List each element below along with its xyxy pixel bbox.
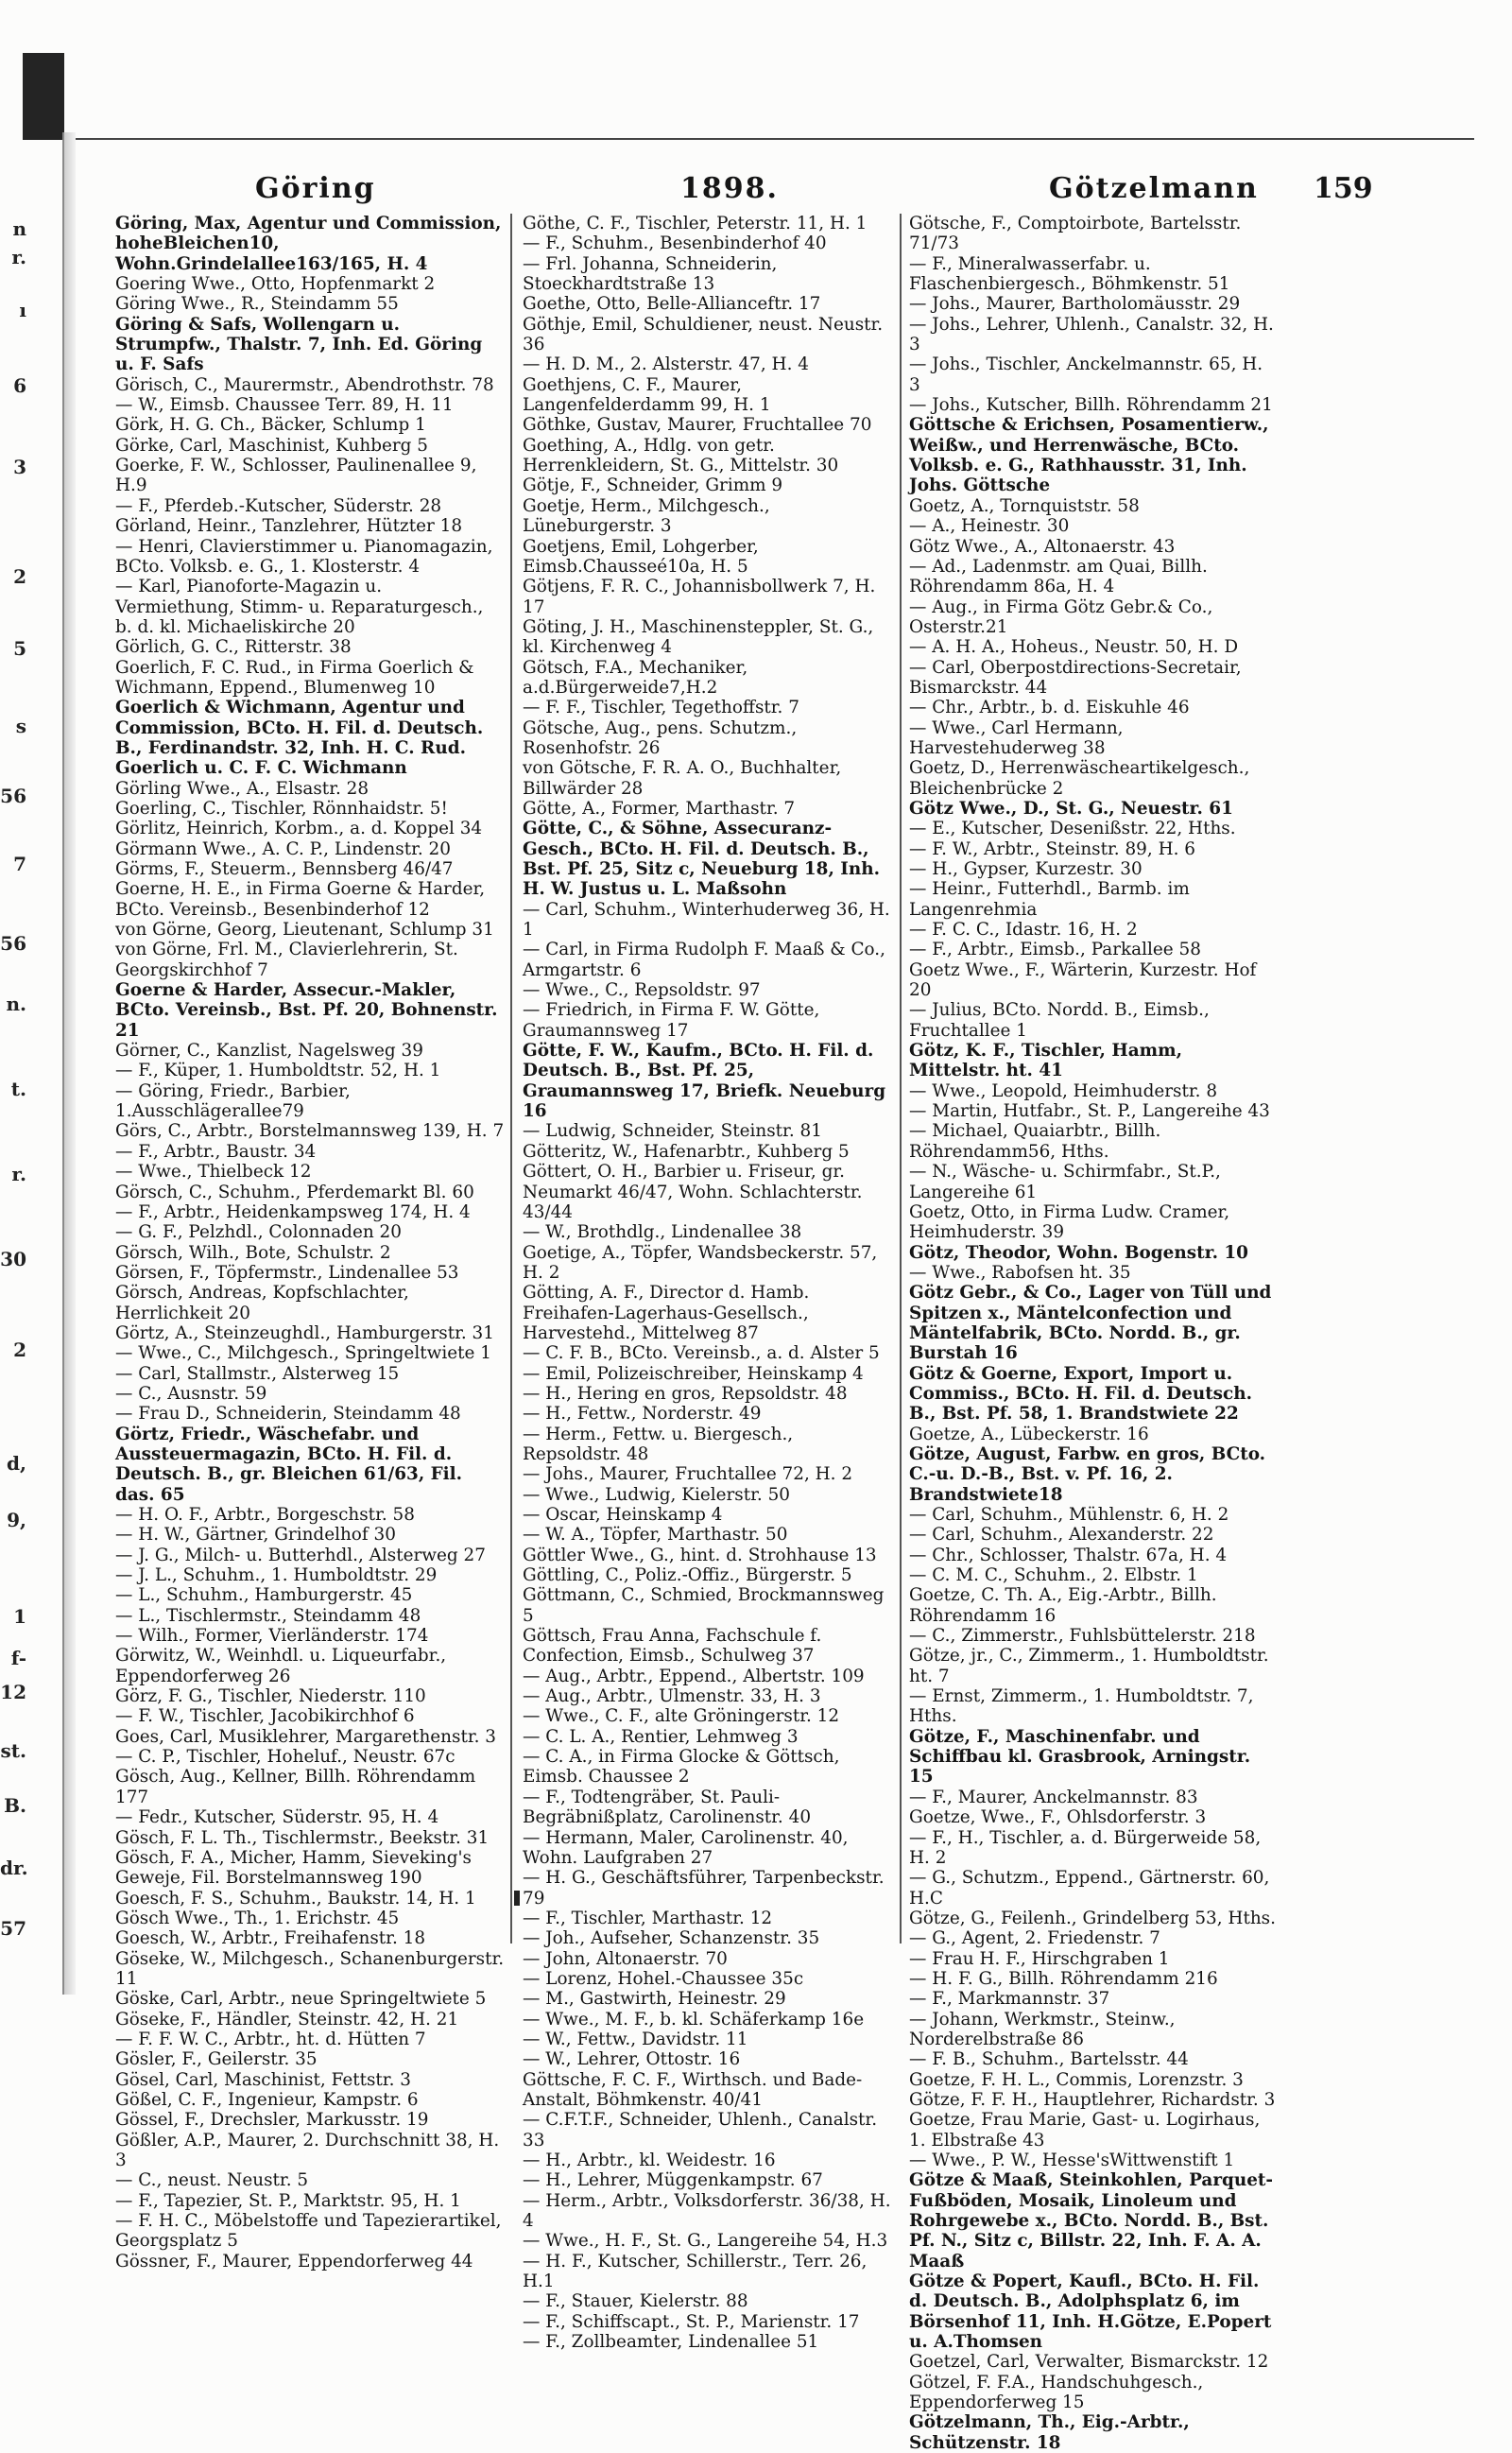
directory-entry: Gösel, Carl, Maschinist, Fettstr. 3 (115, 2069, 411, 2090)
directory-entry: Göthje, Emil, Schuldiener, neust. Neustr. 36 (523, 314, 884, 355)
page-number: 159 (1314, 172, 1373, 205)
directory-entry: Götz, Theodor, Wohn. Bogenstr. 10 (909, 1242, 1248, 1263)
directory-entry: Götze, G., Feilenh., Grindelberg 53, Hths. (909, 1908, 1276, 1928)
directory-entry: Götte, C., & Söhne, Assecuranz-Gesch., BCto. H. Fil. d. Deutsch. B., Bst. Pf. 25, Sitz c, Neueburg 18, Inh. H. W. Justus u. L. Maßsohn (523, 819, 881, 900)
page-gutter (64, 132, 76, 1995)
directory-entry: — H. O. F., Arbtr., Borgeschstr. 58 (115, 1505, 415, 1525)
directory-entry: — G., Schutzm., Eppend., Gärtnerstr. 60, H.C (909, 1868, 1270, 1909)
directory-entry: Gößel, C. F., Ingenieur, Kampstr. 6 (115, 2089, 419, 2110)
directory-entry: — Wwe., C., Milchgesch., Springeltwiete 1 (115, 1343, 491, 1364)
directory-entry: — H. F. G., Billh. Röhrendamm 216 (909, 1968, 1218, 1989)
directory-entry: Goetz Wwe., F., Wärterin, Kurzestr. Hof 20 (909, 959, 1257, 1001)
directory-entry: Görk, H. G. Ch., Bäcker, Schlump 1 (115, 415, 426, 436)
directory-entry: — C. P., Tischler, Hoheluf., Neustr. 67c (115, 1747, 455, 1768)
directory-entry: — C., neust. Neustr. 5 (115, 2170, 309, 2191)
directory-entry: — Carl, Schuhm., Winterhuderweg 36, H. 1 (523, 899, 890, 941)
directory-entry: Görsch, Wilh., Bote, Schulstr. 2 (115, 1242, 391, 1263)
directory-entry: — Joh., Aufseher, Schanzenstr. 35 (523, 1928, 820, 1949)
directory-entry: — Henri, Clavierstimmer u. Pianomagazin, BCto. Volksb. e. G., 1. Klosterstr. 4 (115, 536, 493, 577)
directory-entry: Goetze, Wwe., F., Ohlsdorferstr. 3 (909, 1807, 1207, 1828)
directory-entry: — F., Zollbeamter, Lindenallee 51 (523, 2332, 819, 2353)
directory-entry: — C. F. B., BCto. Vereinsb., a. d. Alster 5 (523, 1343, 880, 1364)
directory-entry: Görlitz, Heinrich, Korbm., a. d. Koppel 34 (115, 819, 483, 839)
directory-entry: — Wwe., Rabofsen ht. 35 (909, 1262, 1131, 1283)
directory-entry: — Wwe., P. W., Hesse'sWittwenstift 1 (909, 2151, 1235, 2170)
directory-entry: — F. F., Tischler, Tegethoffstr. 7 (523, 698, 799, 718)
directory-entry: Goering Wwe., Otto, Hopfenmarkt 2 (115, 274, 436, 295)
directory-entry: Görke, Carl, Maschinist, Kuhberg 5 (115, 435, 428, 456)
directory-entry: — Wwe., Carl Hermann, Harvestehuderweg 38 (909, 717, 1124, 758)
directory-entry: Götz Wwe., A., Altonaerstr. 43 (909, 536, 1176, 557)
directory-entry: Görs, C., Arbtr., Borstelmannsweg 139, H. 7 (115, 1121, 505, 1142)
binding-text-fragment: d, (7, 1452, 26, 1475)
directory-entry: Görsch, Andreas, Kopfschlachter, Herrlichkeit 20 (115, 1283, 409, 1323)
directory-entry: — F. F. W. C., Arbtr., ht. d. Hütten 7 (115, 2029, 426, 2049)
directory-entry: — F., Markmannstr. 37 (909, 1989, 1110, 2010)
directory-entry: — H., Lehrer, Müggenkampstr. 67 (523, 2170, 823, 2191)
directory-entry: — Johann, Werkmstr., Steinw., Norderelbstraße 86 (909, 2009, 1176, 2049)
directory-entry: — Chr., Schlosser, Thalstr. 67a, H. 4 (909, 1545, 1228, 1565)
directory-entry: — Wilh., Former, Vierländerstr. 174 (115, 1626, 429, 1647)
directory-entry: Gösch Wwe., Th., 1. Erichstr. 45 (115, 1908, 400, 1928)
directory-entry: — Johs., Tischler, Anckelmannstr. 65, H. 3 (909, 354, 1263, 395)
column-rule-1 (510, 214, 512, 1943)
directory-entry: — F. C. C., Idastr. 16, H. 2 (909, 920, 1138, 941)
directory-entry: — C., Ausnstr. 59 (115, 1383, 267, 1404)
directory-entry: Görsch, C., Schuhm., Pferdemarkt Bl. 60 (115, 1182, 474, 1202)
directory-entry: — Karl, Pianoforte-Magazin u. Vermiethung, Stimm- u. Reparaturgesch., b. d. kl. Michaeliskirche 20 (115, 577, 484, 637)
directory-entry: — Michael, Quaiarbtr., Billh. Röhrendamm56, Hths. (909, 1121, 1161, 1162)
binding-text-fragment: n (12, 217, 26, 240)
directory-entry: Görtz, Friedr., Wäschefabr. und Aussteuermagazin, BCto. H. Fil. d. Deutsch. B., gr. Bleichen 61/63, Fil. das. 65 (115, 1424, 463, 1505)
directory-entry: Götte, F. W., Kaufm., BCto. H. Fil. d. Deutsch. B., Bst. Pf. 25, Graumannsweg 17, Briefk. Neueburg 16 (523, 1041, 886, 1122)
directory-entry: — H., Arbtr., kl. Weidestr. 16 (523, 2151, 776, 2170)
directory-entry: Götz & Goerne, Export, Import u. Commiss., BCto. H. Fil. d. Deutsch. B., Bst. Pf. 58, 1. Brandstwiete 22 (909, 1363, 1253, 1425)
binding-text-fragment: ı (19, 299, 26, 321)
directory-entry: — Fedr., Kutscher, Süderstr. 95, H. 4 (115, 1807, 439, 1828)
directory-entry: — C.F.T.F., Schneider, Uhlenh., Canalstr. 33 (523, 2110, 878, 2151)
directory-entry: — Carl, in Firma Rudolph F. Maaß & Co., Armgartstr. 6 (523, 940, 885, 980)
directory-entry: Goetzel, Carl, Verwalter, Bismarckstr. 12 (909, 2352, 1269, 2373)
directory-entry: — F. W., Arbtr., Steinstr. 89, H. 6 (909, 838, 1196, 859)
directory-entry: — Wwe., C., Repsoldstr. 97 (523, 980, 761, 1001)
directory-entry: Göttmann, C., Schmied, Brockmannsweg 5 (523, 1585, 885, 1626)
directory-entry: — H., Gypser, Kurzestr. 30 (909, 859, 1143, 879)
directory-entry: — C., Zimmerstr., Fuhlsbüttelerstr. 218 (909, 1626, 1256, 1647)
directory-entry: Göttsch, Frau Anna, Fachschule f. Confection, Eimsb., Schulweg 37 (523, 1626, 822, 1667)
directory-entry: von Görne, Frl. M., Clavierlehrerin, St. Georgskirchhof 7 (115, 940, 458, 980)
binding-black-bar (23, 53, 64, 140)
directory-entry: Götzelmann, Th., Eig.-Arbtr., Schützenstr. 18 (909, 2412, 1190, 2453)
directory-entry: — F., Schuhm., Besenbinderhof 40 (523, 233, 827, 254)
directory-entry: — C. A., in Firma Glocke & Göttsch, Eimsb. Chaussee 2 (523, 1747, 840, 1788)
directory-entry: Goes, Carl, Musiklehrer, Margarethenstr. 3 (115, 1726, 497, 1747)
directory-entry: Goetz, Otto, in Firma Ludw. Cramer, Heimhuderstr. 39 (909, 1201, 1230, 1243)
directory-entry: Göring, Max, Agentur und Commission, hoheBleichen10, Wohn.Grindelallee163/165, H. 4 (115, 214, 502, 274)
directory-column-2 (523, 214, 893, 2352)
directory-column-1 (115, 214, 505, 2272)
directory-entry: — Johs., Maurer, Bartholomäusstr. 29 (909, 294, 1241, 315)
directory-entry: Görms, F., Steuerm., Bennsberg 46/47 (115, 859, 454, 879)
directory-entry: — Carl, Oberpostdirections-Secretair, Bismarckstr. 44 (909, 657, 1242, 698)
directory-entry: — Carl, Stallmstr., Alsterweg 15 (115, 1363, 400, 1384)
directory-entry: — F. H. C., Möbelstoffe und Tapezierartikel, Georgsplatz 5 (115, 2211, 502, 2252)
directory-entry: Goetz, A., Tornquiststr. 58 (909, 495, 1140, 516)
directory-entry: Görisch, C., Maurermstr., Abendrothstr. 78 (115, 374, 494, 395)
directory-entry: Göttsche, F. C. F., Wirthsch. und Bade-Anstalt, Böhmkenstr. 40/41 (523, 2069, 863, 2110)
directory-entry: — Lorenz, Hohel.-Chaussee 35c (523, 1968, 804, 1989)
directory-entry: — A. H. A., Hoheus., Neustr. 50, H. D (909, 637, 1239, 658)
directory-entry: Götz, K. F., Tischler, Hamm, Mittelstr. ht. 41 (909, 1041, 1182, 1081)
directory-entry: — Frau H. F., Hirschgraben 1 (909, 1948, 1170, 1969)
directory-entry: Götje, F., Schneider, Grimm 9 (523, 475, 783, 496)
directory-entry: Gössel, F., Drechsler, Markusstr. 19 (115, 2110, 429, 2131)
column-rule-2 (900, 214, 902, 1943)
directory-entry: — J. G., Milch- u. Butterhdl., Alsterweg 27 (115, 1545, 486, 1565)
directory-entry: Goerke, F. W., Schlosser, Paulinenallee 9, H.9 (115, 456, 477, 496)
directory-entry: Göttler Wwe., G., hint. d. Strohhause 13 (523, 1545, 877, 1565)
directory-entry: — F., Küper, 1. Humboldtstr. 52, H. 1 (115, 1061, 441, 1081)
directory-entry: — Ludwig, Schneider, Steinstr. 81 (523, 1121, 822, 1142)
header-right-word: Götzelmann (1049, 172, 1259, 205)
directory-entry: Götsch, F.A., Mechaniker, a.d.Bürgerweide7,H.2 (523, 657, 748, 698)
binding-text-fragment: 56 (0, 785, 26, 807)
directory-entry: Goesch, W., Arbtr., Freihafenstr. 18 (115, 1928, 426, 1949)
directory-column-3 (909, 214, 1278, 2453)
directory-entry: Göring & Safs, Wollengarn u. Strumpfw., Thalstr. 7, Inh. Ed. Göring u. F. Safs (115, 314, 483, 375)
directory-entry: — A., Heinestr. 30 (909, 516, 1070, 537)
directory-entry: — F., H., Tischler, a. d. Bürgerweide 58, H. 2 (909, 1827, 1262, 1868)
directory-entry: Goetjens, Emil, Lohgerber, Eimsb.Chausseé10a, H. 5 (523, 536, 759, 577)
directory-entry: — Hermann, Maler, Carolinenstr. 40, Wohn. Laufgraben 27 (523, 1827, 849, 1868)
directory-entry: Göseke, F., Händler, Steinstr. 42, H. 21 (115, 2009, 459, 2030)
directory-entry: — F., Mineralwasserfabr. u. Flaschenbiergesch., Böhmkenstr. 51 (909, 253, 1230, 295)
directory-entry: Göthke, Gustav, Maurer, Fruchtallee 70 (523, 415, 872, 436)
directory-entry: Görsen, F., Töpfermstr., Lindenallee 53 (115, 1262, 459, 1283)
binding-text-fragment: 12 (0, 1681, 26, 1703)
directory-entry: — Ad., Ladenmstr. am Quai, Billh. Röhrendamm 86a, H. 4 (909, 556, 1208, 597)
directory-entry: Götzel, F. F.A., Handschuhgesch., Eppendorferweg 15 (909, 2372, 1204, 2413)
directory-entry: — Oscar, Heinskamp 4 (523, 1505, 723, 1525)
directory-entry: Goerne, H. E., in Firma Goerne & Harder, BCto. Vereinsb., Besenbinderhof 12 (115, 879, 486, 920)
directory-entry: — L., Schuhm., Hamburgerstr. 45 (115, 1585, 413, 1606)
directory-entry: Götjens, F. R. C., Johannisbollwerk 7, H. 17 (523, 577, 876, 617)
directory-entry: — Julius, BCto. Nordd. B., Eimsb., Fruchtallee 1 (909, 1000, 1210, 1041)
binding-text-fragment: 57 (0, 1917, 26, 1940)
binding-text-fragment: 7 (13, 853, 26, 875)
directory-entry: Goerling, C., Tischler, Rönnhaidstr. 5! (115, 798, 448, 819)
directory-entry: Goetige, A., Töpfer, Wandsbeckerstr. 57, H. 2 (523, 1242, 878, 1283)
binding-text-fragment: 9, (7, 1509, 26, 1531)
directory-entry: — Johs., Lehrer, Uhlenh., Canalstr. 32, H. 3 (909, 314, 1274, 355)
directory-entry: — N., Wäsche- u. Schirmfabr., St.P., Langereihe 61 (909, 1162, 1221, 1202)
directory-entry: Goething, A., Hdlg. von getr. Herrenkleidern, St. G., Mittelstr. 30 (523, 435, 839, 476)
directory-entry: Götze, F., Maschinenfabr. und Schiffbau kl. Grasbrook, Arningstr. 15 (909, 1726, 1251, 1788)
directory-entry: — Aug., Arbtr., Ulmenstr. 33, H. 3 (523, 1686, 821, 1707)
directory-entry: — F., Arbtr., Eimsb., Parkallee 58 (909, 940, 1201, 960)
directory-entry: — Wwe., Thielbeck 12 (115, 1162, 312, 1183)
directory-entry: — C. M. C., Schuhm., 2. Elbstr. 1 (909, 1565, 1198, 1586)
directory-entry: Gösch, F. L. Th., Tischlermstr., Beekstr. 31 (115, 1827, 490, 1848)
directory-entry: Göttert, O. H., Barbier u. Friseur, gr. Neumarkt 46/47, Wohn. Schlachterstr. 43/44 (523, 1162, 863, 1222)
directory-entry: — M., Gastwirth, Heinestr. 29 (523, 1989, 786, 2010)
binding-text-fragment: f- (10, 1647, 26, 1669)
directory-entry: Götz Wwe., D., St. G., Neuestr. 61 (909, 798, 1233, 819)
directory-entry: — F., Stauer, Kielerstr. 88 (523, 2291, 748, 2312)
directory-entry: Goethe, Otto, Belle-Allianceftr. 17 (523, 294, 821, 315)
directory-entry: — F., Tischler, Marthastr. 12 (523, 1908, 773, 1928)
directory-entry: — Aug., Arbtr., Eppend., Albertstr. 109 (523, 1666, 865, 1686)
directory-entry: — Frau D., Schneiderin, Steindamm 48 (115, 1404, 461, 1425)
directory-entry: — Wwe., C. F., alte Gröningerstr. 12 (523, 1706, 840, 1727)
running-header (94, 172, 1373, 210)
directory-entry: — Heinr., Futterhdl., Barmb. im Langenrehmia (909, 879, 1190, 920)
directory-entry: Görwitz, W., Weinhdl. u. Liqueurfabr., Eppendorferweg 26 (115, 1646, 447, 1686)
directory-entry: Gößler, A.P., Maurer, 2. Durchschnitt 38, H. 3 (115, 2130, 500, 2170)
directory-entry: Götting, A. F., Director d. Hamb. Freihafen-Lagerhaus-Gesellsch., Harvestehd., Mittelweg 87 (523, 1283, 810, 1343)
directory-entry: — F., Arbtr., Baustr. 34 (115, 1141, 317, 1162)
directory-entry: — Johs., Maurer, Fruchtallee 72, H. 2 (523, 1464, 853, 1485)
directory-entry: Goerlich, F. C. Rud., in Firma Goerlich & Wichmann, Eppend., Blumenweg 10 (115, 657, 474, 698)
directory-entry: — H., Hering en gros, Repsoldstr. 48 (523, 1383, 848, 1404)
directory-entry: Göring Wwe., R., Steindamm 55 (115, 294, 399, 315)
directory-entry: — Herm., Arbtr., Volksdorferstr. 36/38, H. 4 (523, 2190, 891, 2232)
binding-text-fragment: 30 (0, 1248, 26, 1270)
directory-entry: — W., Lehrer, Ottostr. 16 (523, 2049, 741, 2070)
directory-entry: Göthe, C. F., Tischler, Peterstr. 11, H. 1 (523, 214, 868, 233)
binding-text-fragment: n. (6, 993, 26, 1015)
directory-entry: — F., Arbtr., Heidenkampsweg 174, H. 4 (115, 1201, 471, 1222)
binding-text-fragment: 1 (13, 1605, 26, 1628)
binding-text-fragment: r. (11, 246, 26, 268)
directory-entry: Gösch, F. A., Micher, Hamm, Sieveking's Geweje, Fil. Borstelmannsweg 190 (115, 1847, 472, 1889)
directory-entry: Görz, F. G., Tischler, Niederstr. 110 (115, 1686, 426, 1707)
directory-entry: Götte, A., Former, Marthastr. 7 (523, 798, 796, 819)
directory-entry: Götze, F. F. H., Hauptlehrer, Richardstr. 3 (909, 2089, 1276, 2110)
directory-entry: — Wwe., Leopold, Heimhuderstr. 8 (909, 1080, 1218, 1101)
binding-text-fragment: 2 (13, 565, 26, 588)
directory-entry: — Ernst, Zimmerm., 1. Humboldtstr. 7, Hths. (909, 1686, 1254, 1727)
directory-entry: Götteritz, W., Hafenarbtr., Kuhberg 5 (523, 1141, 850, 1162)
directory-entry: Görner, C., Kanzlist, Nagelsweg 39 (115, 1041, 423, 1062)
directory-entry: Götze & Popert, Kaufl., BCto. H. Fil. d. Deutsch. B., Adolphsplatz 6, im Börsenhof 11, Inh. H.Götze, E.Popert u. A.Thomsen (909, 2272, 1272, 2353)
directory-entry: Götsche, F., Comptoirbote, Bartelsstr. 71/73 (909, 214, 1242, 254)
directory-entry: Goethjens, C. F., Maurer, Langenfelderdamm 99, H. 1 (523, 374, 771, 416)
directory-entry: Gösch, Aug., Kellner, Billh. Röhrendamm 177 (115, 1767, 476, 1807)
directory-entry: — W., Eimsb. Chaussee Terr. 89, H. 11 (115, 395, 454, 416)
binding-text-fragment: s (15, 715, 26, 737)
directory-entry: — F., Maurer, Anckelmannstr. 83 (909, 1787, 1198, 1807)
directory-entry: Götze & Maaß, Steinkohlen, Parquet-Fußböden, Mosaik, Linoleum und Rohrgewebe x., BCto. Nordd. B., Bst. Pf. N., Sitz c, Billstr. 22, Inh. F. A. A. Maaß (909, 2170, 1274, 2272)
directory-entry: von Görne, Georg, Lieutenant, Schlump 31 (115, 920, 494, 941)
directory-entry: Goerne & Harder, Assecur.-Makler, BCto. Vereinsb., Bst. Pf. 20, Bohnenstr. 21 (115, 980, 498, 1041)
directory-entry: — C. L. A., Rentier, Lehmweg 3 (523, 1726, 799, 1747)
directory-entry: Görmann Wwe., A. C. P., Lindenstr. 20 (115, 838, 451, 859)
directory-entry: — Johs., Kutscher, Billh. Röhrendamm 21 (909, 395, 1273, 416)
directory-entry: Görtz, A., Steinzeughdl., Hamburgerstr. 31 (115, 1322, 494, 1343)
directory-entry: — John, Altonaerstr. 70 (523, 1948, 728, 1969)
directory-entry: — Aug., in Firma Götz Gebr.& Co., Osterstr.21 (909, 596, 1213, 637)
directory-entry: — W. A., Töpfer, Marthastr. 50 (523, 1525, 788, 1546)
binding-text-fragment: r. (11, 1163, 26, 1185)
directory-entry: Göttsche & Erichsen, Posamentierw., Weißw., und Herrenwäsche, BCto. Volksb. e. G., Rathhausstr. 31, Inh. Johs. Göttsche (909, 415, 1269, 496)
directory-entry: — F., Todtengräber, St. Pauli-Begräbnißplatz, Carolinenstr. 40 (523, 1787, 812, 1828)
directory-entry: — E., Kutscher, Desenißstr. 22, Hths. (909, 819, 1236, 839)
binding-text-fragment: 3 (13, 456, 26, 478)
page-top-line (76, 138, 1474, 140)
directory-entry: — H. F., Kutscher, Schillerstr., Terr. 26, H.1 (523, 2251, 868, 2292)
binding-text-fragment: dr. (0, 1857, 28, 1879)
directory-entry: Goetze, Frau Marie, Gast- u. Logirhaus, 1. Elbstraße 43 (909, 2110, 1261, 2151)
directory-entry: — Wwe., H. F., St. G., Langereihe 54, H.3 (523, 2231, 888, 2252)
directory-entry: — Göring, Friedr., Barbier, 1.Ausschlägerallee79 (115, 1080, 351, 1122)
binding-text-fragment: 5 (13, 637, 26, 660)
directory-entry: — Wwe., M. F., b. kl. Schäferkamp 16e (523, 2009, 865, 2030)
directory-entry: — Wwe., Ludwig, Kielerstr. 50 (523, 1484, 790, 1505)
directory-entry: — F., Schiffscapt., St. P., Marienstr. 17 (523, 2311, 860, 2332)
directory-entry: Görlich, G. C., Ritterstr. 38 (115, 637, 352, 658)
directory-entry: Gössner, F., Maurer, Eppendorferweg 44 (115, 2251, 473, 2272)
directory-entry: Götze, August, Farbw. en gros, BCto. C.-u. D.-B., Bst. v. Pf. 16, 2. Brandstwiete18 (909, 1443, 1266, 1505)
directory-entry: Göting, J. H., Maschinensteppler, St. G., kl. Kirchenweg 4 (523, 616, 874, 658)
directory-entry: — H. D. M., 2. Alsterstr. 47, H. 4 (523, 354, 809, 375)
binding-text-fragment: t. (10, 1078, 26, 1100)
directory-entry: Goetje, Herm., Milchgesch., Lüneburgerstr. 3 (523, 495, 770, 537)
print-fleck (514, 1891, 520, 1906)
directory-entry: — Carl, Schuhm., Alexanderstr. 22 (909, 1525, 1214, 1546)
directory-entry: — G. F., Pelzhdl., Colonnaden 20 (115, 1222, 402, 1243)
binding-text-fragment: B. (4, 1794, 26, 1817)
directory-entry: — Friedrich, in Firma F. W. Götte, Graumannsweg 17 (523, 1000, 820, 1041)
directory-entry: — L., Tischlermstr., Steindamm 48 (115, 1605, 421, 1626)
directory-entry: — Emil, Polizeischreiber, Heinskamp 4 (523, 1363, 864, 1384)
binding-text-fragment: 2 (13, 1339, 26, 1361)
directory-entry: Götz Gebr., & Co., Lager von Tüll und Spitzen x., Mäntelconfection und Mäntelfabrik, BCto. Nordd. B., gr. Burstah 16 (909, 1283, 1272, 1364)
directory-entry: — F. W., Tischler, Jacobikirchhof 6 (115, 1706, 415, 1727)
directory-entry: Göttling, C., Poliz.-Offiz., Bürgerstr. 5 (523, 1565, 852, 1586)
directory-entry: — J. L., Schuhm., 1. Humboldtstr. 29 (115, 1565, 438, 1586)
directory-entry: Goetze, F. H. L., Commis, Lorenzstr. 3 (909, 2069, 1244, 2090)
directory-entry: — W., Fettw., Davidstr. 11 (523, 2029, 748, 2049)
directory-entry: — H. W., Gärtner, Grindelhof 30 (115, 1525, 396, 1546)
directory-entry: Götsche, Aug., pens. Schutzm., Rosenhofstr. 26 (523, 717, 798, 758)
directory-entry: — F., Tapezier, St. P., Marktstr. 95, H. 1 (115, 2190, 461, 2211)
directory-entry: — H. G., Geschäftsführer, Tarpenbeckstr. 79 (523, 1868, 885, 1909)
directory-entry: Götze, jr., C., Zimmerm., 1. Humboldtstr. ht. 7 (909, 1646, 1269, 1686)
directory-entry: — Frl. Johanna, Schneiderin, Stoeckhardtstraße 13 (523, 253, 778, 295)
directory-entry: — W., Brothdlg., Lindenallee 38 (523, 1222, 802, 1243)
directory-entry: — Martin, Hutfabr., St. P., Langereihe 43 (909, 1101, 1270, 1122)
directory-entry: — Carl, Schuhm., Mühlenstr. 6, H. 2 (909, 1505, 1229, 1525)
directory-entry: Gösler, F., Geilerstr. 35 (115, 2049, 318, 2070)
binding-text-fragment: 6 (13, 374, 26, 397)
directory-entry: — H., Fettw., Norderstr. 49 (523, 1404, 762, 1425)
directory-entry: Goerlich & Wichmann, Agentur und Commission, BCto. H. Fil. d. Deutsch. B., Ferdinandstr. 32, Inh. H. C. Rud. Goerlich u. C. F. C. Wichmann (115, 698, 484, 779)
directory-entry: Goesch, F. S., Schuhm., Baukstr. 14, H. 1 (115, 1888, 476, 1909)
directory-entry: Görling Wwe., A., Elsastr. 28 (115, 778, 369, 799)
directory-entry: Göseke, W., Milchgesch., Schanenburgerstr. 11 (115, 1948, 505, 1989)
directory-entry: Goetze, A., Lübeckerstr. 16 (909, 1424, 1149, 1444)
directory-entry: Göske, Carl, Arbtr., neue Springeltwiete 5 (115, 1989, 487, 2010)
directory-entry: — F., Pferdeb.-Kutscher, Süderstr. 28 (115, 495, 442, 516)
directory-entry: Goetze, C. Th. A., Eig.-Arbtr., Billh. Röhrendamm 16 (909, 1585, 1217, 1626)
binding-text-fragment: 56 (0, 932, 26, 955)
directory-entry: Goetz, D., Herrenwäscheartikelgesch., Bleichenbrücke 2 (909, 758, 1250, 799)
directory-entry: — Herm., Fettw. u. Biergesch., Repsoldstr. 48 (523, 1424, 794, 1464)
directory-entry: — G., Agent, 2. Friedenstr. 7 (909, 1928, 1160, 1949)
directory-entry: — Chr., Arbtr., b. d. Eiskuhle 46 (909, 698, 1190, 718)
header-year: 1898. (680, 172, 779, 205)
directory-entry: von Götsche, F. R. A. O., Buchhalter, Billwärder 28 (523, 758, 842, 799)
directory-entry: Görland, Heinr., Tanzlehrer, Hützter 18 (115, 516, 463, 537)
binding-text-fragment: st. (0, 1739, 26, 1762)
header-left-word: Göring (255, 172, 376, 205)
directory-entry: — F. B., Schuhm., Bartelsstr. 44 (909, 2049, 1189, 2070)
